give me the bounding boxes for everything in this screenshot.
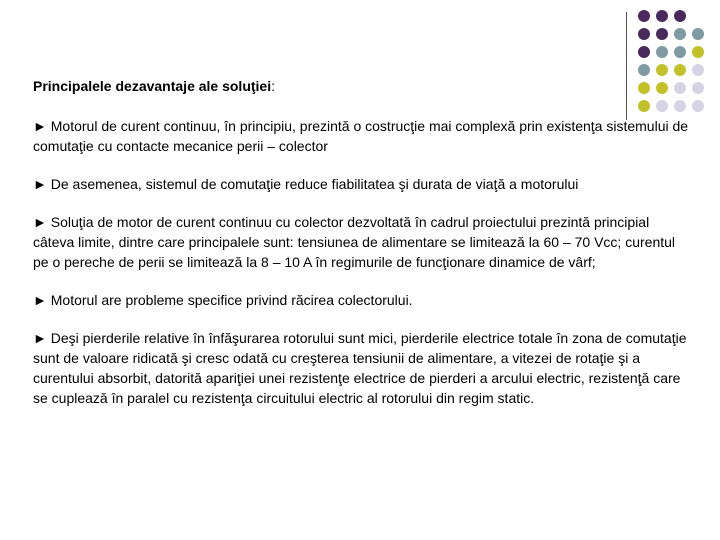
bullet-text: Motorul de curent continuu, în principiu, prezintă o costrucţie mai complexă prin existenţa sistemului de comutaţie cu contacte mecanice perii – colector xyxy=(33,118,689,154)
slide-title-text: Principalele dezavantaje ale soluţiei xyxy=(33,78,272,94)
decorative-dot xyxy=(638,100,650,112)
decorative-dot xyxy=(638,64,650,76)
decorative-dot xyxy=(692,100,704,112)
bullet-item xyxy=(33,212,693,272)
bullet-text: De asemenea, sistemul de comutaţie reduce fiabilitatea şi durata de viaţă a motorului xyxy=(50,176,579,192)
decorative-dot xyxy=(674,28,686,40)
decorative-dot xyxy=(692,82,704,94)
decorative-dot xyxy=(692,64,704,76)
decorative-dot xyxy=(656,82,668,94)
bullet-item xyxy=(33,290,693,310)
bullet-marker-icon: ► xyxy=(33,330,47,346)
bullet-list xyxy=(33,116,693,426)
decorative-dot xyxy=(674,100,686,112)
decorative-dot xyxy=(674,82,686,94)
bullet-marker-icon: ► xyxy=(33,214,47,230)
bullet-marker-icon: ► xyxy=(33,176,47,192)
decorative-dot xyxy=(656,46,668,58)
decorative-dot xyxy=(674,46,686,58)
bullet-marker-icon: ► xyxy=(33,118,47,134)
bullet-marker-icon: ► xyxy=(33,292,47,308)
decorative-dot xyxy=(638,46,650,58)
bullet-item xyxy=(33,116,693,156)
decorative-dot-grid xyxy=(638,10,718,122)
bullet-text: Soluţia de motor de curent continuu cu colector dezvoltată în cadrul proiectului prezintă principial câteva limite, dintre care principalele sunt: tensiunea de alimentare se limitează la 60 – 70 Vcc; curentul pe o pereche de perii se limitează la 8 – 10 A în regimurile de funcţionare dinamice de vârf; xyxy=(33,214,676,270)
decorative-dot xyxy=(656,64,668,76)
decorative-dot xyxy=(638,82,650,94)
decorative-dot xyxy=(656,10,668,22)
decorative-dot xyxy=(656,28,668,40)
decorative-dot xyxy=(692,28,704,40)
decorative-dot xyxy=(674,10,686,22)
decorative-dot xyxy=(674,64,686,76)
decorative-dot xyxy=(692,46,704,58)
decorative-dot xyxy=(638,10,650,22)
bullet-item xyxy=(33,328,693,408)
decorative-vertical-line xyxy=(626,12,627,120)
decorative-dot xyxy=(638,28,650,40)
slide-title-colon: : xyxy=(271,78,275,94)
slide-title xyxy=(33,78,275,94)
bullet-text: Deşi pierderile relative în înfăşurarea rotorului sunt mici, pierderile electrice totale în zona de comutaţie sunt de valoare ridicată şi cresc odată cu creşterea tensiunii de alimentare, a vitezei de rotaţie şi a curentului absorbit, datorită apariţiei unei rezistenţe electrice de pierderi a arcului electric, rezistenţă care se cuplează în paralel cu rezistenţa circuitului electric al rotorului din regim static. xyxy=(33,330,687,406)
decorative-dot xyxy=(656,100,668,112)
bullet-item xyxy=(33,174,693,194)
bullet-text: Motorul are probleme specifice privind răcirea colectorului. xyxy=(50,292,413,308)
